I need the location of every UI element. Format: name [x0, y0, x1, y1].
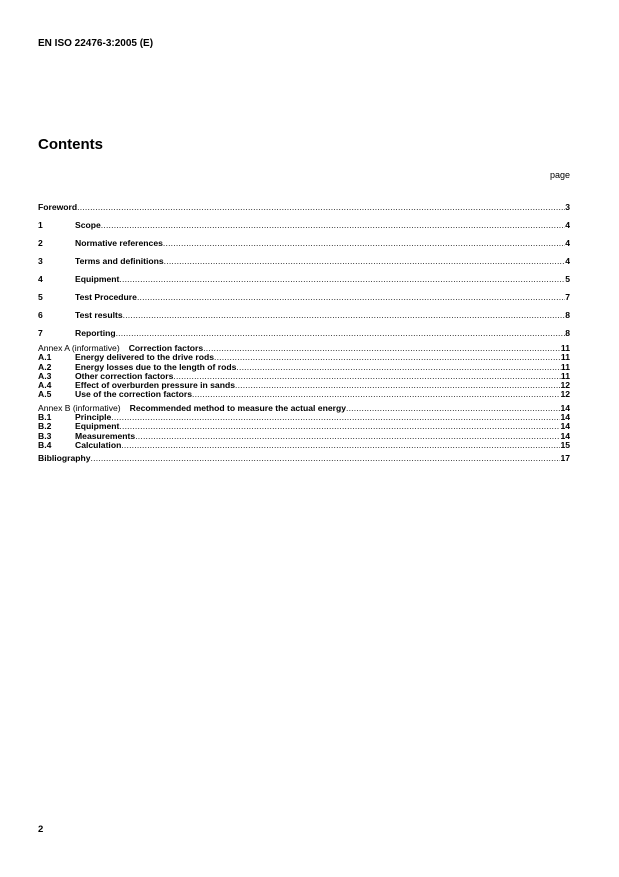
- toc-leader-dots: [235, 381, 560, 390]
- toc-entry-number: 6: [38, 310, 43, 320]
- toc-entry-text: Reporting: [75, 328, 116, 338]
- toc-entry-page: 12: [560, 380, 570, 391]
- toc-entry-text: Principle: [75, 412, 112, 423]
- toc-entry-page: 11: [560, 361, 570, 372]
- toc-leader-dots: [135, 432, 560, 441]
- toc-entry-page: 14: [560, 421, 570, 432]
- toc-entry-page: 4: [565, 238, 570, 248]
- toc-entry-test-procedure[interactable]: [38, 290, 570, 308]
- toc-leader-dots: [346, 404, 560, 413]
- toc-entry-text: Measurements: [75, 430, 136, 441]
- toc-entry-page: 15: [560, 439, 570, 450]
- toc-entry-text: Foreword: [38, 202, 78, 212]
- toc-entry-text: Normative references: [75, 238, 163, 248]
- toc-entry-page: 14: [560, 430, 570, 441]
- toc-entry-page: 17: [560, 453, 570, 464]
- toc-entry-page: 3: [565, 202, 570, 212]
- toc-entry-a5[interactable]: [38, 390, 570, 399]
- toc-annex-label: Annex A (informative): [38, 343, 120, 353]
- toc-entry-reporting[interactable]: [38, 326, 570, 344]
- toc-entry-page: 14: [560, 412, 570, 423]
- toc-entry-text: Test results: [75, 310, 123, 320]
- toc-entry-number: B.2: [38, 421, 52, 432]
- page-number: 2: [38, 824, 44, 835]
- toc-leader-dots: [192, 390, 560, 399]
- toc-entry-number: A.2: [38, 361, 52, 372]
- toc-leader-dots: [164, 254, 566, 268]
- page-column-label: page: [549, 170, 570, 180]
- toc-entry-text: Effect of overburden pressure in sands: [75, 380, 235, 391]
- table-of-contents: [38, 200, 570, 464]
- toc-entry-page: 11: [560, 352, 570, 363]
- toc-entry-number: A.4: [38, 380, 52, 391]
- toc-entry-text: Energy losses due to the length of rods: [75, 361, 237, 372]
- toc-entry-number: A.5: [38, 389, 52, 400]
- toc-entry-number: 3: [38, 256, 43, 266]
- toc-entry-page: 12: [560, 389, 570, 400]
- toc-entry-number: 4: [38, 274, 43, 284]
- toc-annex-title: Recommended method to measure the actual energy: [129, 402, 346, 413]
- toc-entry-page: 4: [565, 220, 570, 230]
- toc-entry-page: 4: [565, 256, 570, 266]
- toc-leader-dots: [121, 441, 560, 450]
- toc-leader-dots: [119, 272, 565, 286]
- toc-entry-annex-b[interactable]: [38, 404, 570, 413]
- toc-annex-title: Correction factors: [128, 343, 204, 353]
- toc-entry-number: B.3: [38, 430, 52, 441]
- toc-entry-page: 8: [565, 310, 570, 320]
- toc-entry-normative-references[interactable]: [38, 236, 570, 254]
- toc-entry-text: Use of the correction factors: [75, 389, 192, 400]
- toc-leader-dots: [119, 422, 560, 431]
- toc-leader-dots: [77, 200, 565, 214]
- toc-leader-dots: [111, 413, 560, 422]
- toc-entry-terms-and-definitions[interactable]: [38, 254, 570, 272]
- toc-entry-page: 7: [565, 292, 570, 302]
- toc-leader-dots: [137, 290, 565, 304]
- toc-entry-number: A.3: [38, 370, 52, 381]
- toc-entry-text: Equipment: [75, 274, 120, 284]
- document-header: EN ISO 22476-3:2005 (E): [38, 38, 154, 49]
- toc-entry-number: B.1: [38, 412, 52, 423]
- toc-entry-page: 5: [565, 274, 570, 284]
- toc-leader-dots: [91, 454, 561, 463]
- toc-entry-text: Test Procedure: [75, 292, 137, 302]
- toc-entry-number: 2: [38, 238, 43, 248]
- toc-entry-text: Scope: [75, 220, 101, 230]
- toc-entry-number: 1: [38, 220, 43, 230]
- toc-entry-text: Other correction factors: [75, 370, 174, 381]
- toc-entry-scope[interactable]: [38, 218, 570, 236]
- toc-entry-page: 8: [565, 328, 570, 338]
- toc-entry-number: A.1: [38, 352, 52, 363]
- toc-entry-test-results[interactable]: [38, 308, 570, 326]
- toc-entry-text: Bibliography: [38, 453, 91, 464]
- toc-entry-text: Terms and definitions: [75, 256, 164, 266]
- toc-leader-dots: [163, 236, 565, 250]
- toc-leader-dots: [236, 363, 561, 372]
- toc-entry-b4[interactable]: [38, 441, 570, 450]
- toc-leader-dots: [116, 326, 566, 340]
- toc-entry-foreword[interactable]: [38, 200, 570, 218]
- toc-entry-text: Calculation: [75, 439, 122, 450]
- toc-annex-label: Annex B (informative): [38, 402, 121, 413]
- toc-entry-number: B.4: [38, 439, 52, 450]
- toc-entry-text: Equipment: [75, 421, 120, 432]
- toc-entry-page: 11: [560, 343, 570, 353]
- toc-entry-page: 11: [560, 370, 570, 381]
- toc-entry-number: 7: [38, 328, 43, 338]
- toc-leader-dots: [214, 353, 561, 362]
- toc-leader-dots: [101, 218, 565, 232]
- toc-leader-dots: [123, 308, 566, 322]
- toc-entry-number: 5: [38, 292, 43, 302]
- toc-entry-equipment[interactable]: [38, 272, 570, 290]
- toc-entry-bibliography[interactable]: [38, 454, 570, 463]
- toc-entry-page: 14: [560, 402, 570, 413]
- toc-leader-dots: [203, 344, 561, 353]
- toc-entry-text: Energy delivered to the drive rods: [75, 352, 214, 363]
- contents-title: Contents: [38, 136, 103, 153]
